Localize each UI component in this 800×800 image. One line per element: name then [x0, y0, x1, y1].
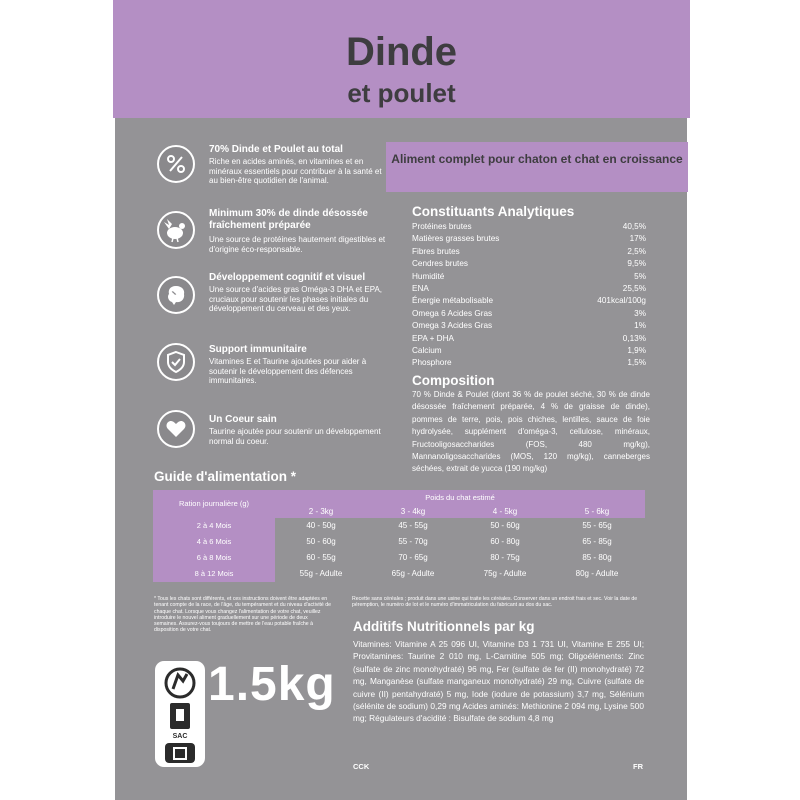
- benefit-title: 70% Dinde et Poulet au total: [209, 144, 343, 155]
- ration-cell: 85 - 80g: [582, 553, 612, 562]
- analytics-label: Protéines brutes: [412, 222, 472, 231]
- analytics-value: 9,5%: [627, 259, 646, 269]
- analytics-label: Humidité: [412, 271, 445, 281]
- analytics-row: [412, 258, 646, 270]
- ration-cell: 75g - Adulte: [483, 569, 527, 578]
- analytics-value: 25,5%: [622, 283, 646, 293]
- heart-icon: [157, 410, 195, 448]
- age-cell: 4 à 6 Mois: [153, 534, 275, 550]
- analytics-value: 1,9%: [627, 345, 646, 355]
- footer-country: FR: [633, 762, 643, 771]
- analytics-row: [412, 345, 646, 357]
- feeding-footnote: * Tous les chats sont différents, et ces instructions doivent être adaptées en tenant compte de la race, de l'âge, du tempérament et du niveau d'activité de chaque chat. Lorsque vous changez l'alimentation de votre chat, veuillez introduire le nouvel aliment graduellement sur une période de deux semaines. Assurez-vous toujours de mettre de l'eau potable fraîche à disposition de votre chat.: [154, 596, 332, 634]
- storage-footnote: Recette sans céréales ; produit dans une usine qui traite les céréales. Conserver dans un endroit frais et sec. Voir la date de péremption, le numéro de lot et le numéro d'immatriculation du fabricant au dos du sac.: [352, 596, 638, 609]
- weight-header: [275, 490, 645, 518]
- product-title: Dinde: [345, 30, 458, 74]
- benefit-text: Une source de protéines hautement digestibles et d'origine éco-responsable.: [209, 235, 386, 254]
- ration-cell: 65 - 85g: [582, 537, 612, 546]
- benefit-text: Riche en acides aminés, en vitamines et en minéraux essentiels pour contribuer à la santé et au bien-être quotidien de l'animal.: [209, 157, 382, 185]
- benefit-title: Minimum 30% de dinde désossée fraîchement préparée: [209, 208, 368, 231]
- benefit-text: Vitamines E et Taurine ajoutées pour aider à soutenir le développement des défences immunitaires.: [209, 357, 367, 385]
- ration-cell: 50 - 60g: [490, 521, 520, 530]
- weight-column-header: 2 - 3kg: [308, 507, 334, 516]
- additives-title: Additifs Nutritionnels par kg: [353, 619, 535, 634]
- analytics-row: [412, 246, 646, 258]
- ration-cell: 45 - 55g: [398, 521, 428, 530]
- ration-cell: 40 - 50g: [306, 521, 336, 530]
- analytics-label: Omega 3 Acides Gras: [412, 321, 493, 331]
- age-cell: 6 à 8 Mois: [153, 550, 275, 566]
- analytics-value: 5%: [634, 271, 646, 281]
- ration-cell: 60 - 80g: [490, 537, 520, 546]
- analytics-row: [412, 320, 646, 332]
- analytics-label: Calcium: [412, 345, 442, 355]
- analytics-value: 3%: [634, 308, 646, 318]
- analytics-row: [412, 295, 646, 307]
- analytics-label: EPA + DHA: [412, 333, 454, 343]
- composition-text: 70 % Dinde & Poulet (dont 36 % de poulet séché, 30 % de dinde désossée fraîchement préparée, 4 % de graisse de dinde), pommes de terre, pois, pois chiches, lentilles, sauce de foie hydrolysée, supplément d'oméga-3, cellulose, minéraux, Fructooligosaccharides (FOS, 480 mg/kg), Mannanoligosaccharides (MOS, 120 mg/kg), canneberges séchées, extrait de yucca (190 mg/kg): [412, 390, 650, 474]
- weight-column-header: 3 - 4kg: [400, 507, 426, 516]
- composition-title: Composition: [412, 373, 495, 388]
- ration-cell: 80 - 75g: [490, 553, 520, 562]
- footer-code: CCK: [353, 762, 370, 771]
- analytics-row: [412, 308, 646, 320]
- bag-icon: [170, 703, 190, 729]
- analytics-value: 401kcal/100g: [597, 296, 646, 306]
- ration-cell: 80g - Adulte: [575, 569, 619, 578]
- weight-caption: Poids du chat estimé: [425, 493, 495, 502]
- analytics-label: Phosphore: [412, 358, 452, 368]
- analytics-row: [412, 333, 646, 345]
- analytics-label: Énergie métabolisable: [412, 296, 494, 306]
- analytics-value: 40,5%: [622, 222, 646, 231]
- ration-cell: 55 - 65g: [582, 521, 612, 530]
- analytics-value: 17%: [629, 234, 646, 244]
- analytics-list: [412, 221, 646, 370]
- analytics-row: [412, 233, 646, 245]
- net-weight: 1.5kg: [208, 658, 336, 711]
- weight-column-header: 4 - 5kg: [492, 507, 518, 516]
- ration-cell: 65g - Adulte: [391, 569, 435, 578]
- analytics-value: 1,5%: [627, 358, 646, 368]
- analytics-value: 1%: [634, 321, 646, 331]
- analytics-value: 0,13%: [622, 333, 646, 343]
- feeding-table: [153, 490, 645, 582]
- ration-cell: 55g - Adulte: [299, 569, 343, 578]
- benefit-title: Un Coeur sain: [209, 414, 277, 425]
- benefit-title: Développement cognitif et visuel: [209, 272, 366, 283]
- tagline: Aliment complet pour chaton et chat en croissance: [386, 142, 688, 192]
- triman-icon: [166, 669, 194, 697]
- age-cell: 8 à 12 Mois: [153, 566, 275, 582]
- title-band: [113, 0, 690, 118]
- analytics-row: [412, 283, 646, 295]
- product-subtitle: et poulet: [347, 78, 456, 108]
- feeding-guide-title: Guide d'alimentation *: [154, 469, 296, 484]
- ration-header: Ration journalière (g): [153, 490, 275, 518]
- additives-text: Vitamines: Vitamine A 25 096 UI, Vitamine D3 1 731 UI, Vitamine E 255 UI; Provitamines: Taurine 2 010 mg, L-Carnitine 505 mg; Oligoéléments: Zinc (sulfate de zinc monohydraté) 96 mg, Fer (sulfate de fer (II) monohydraté) 72 mg, Manganèse (sulfate manganeux monohydraté) 29 mg, Cuivre (sulfate de cuivre (II) pentahydraté) 5 mg, Iode (iodure de potassium) 3,7 mg, Sélénium (sélénite de sodium) 0,29 mg Acides aminés: Methionine 2 094 mg, Lysine 500 mg; Régulateurs d'acidité : Bisulfate de sodium 4,8 mg: [353, 639, 644, 724]
- turkey-icon: [157, 211, 195, 249]
- age-cell: 2 à 4 Mois: [153, 518, 275, 534]
- ration-cell: 70 - 65g: [398, 553, 428, 562]
- analytics-row: [412, 271, 646, 283]
- analytics-label: Cendres brutes: [412, 259, 468, 269]
- benefit-title: Support immunitaire: [209, 344, 307, 355]
- analytics-row: [412, 221, 646, 233]
- analytics-title: Constituants Analytiques: [412, 204, 575, 219]
- ration-cell: 50 - 60g: [306, 537, 336, 546]
- ration-cell: 60 - 55g: [306, 553, 336, 562]
- analytics-label: Matières grasses brutes: [412, 234, 500, 244]
- analytics-label: Fibres brutes: [412, 246, 460, 256]
- bin-icon: [165, 743, 195, 763]
- analytics-value: 2,5%: [627, 246, 646, 256]
- ration-cell: 55 - 70g: [398, 537, 428, 546]
- shield-icon: [157, 343, 195, 381]
- analytics-label: ENA: [412, 283, 429, 293]
- benefit-text: Une source d'acides gras Oméga-3 DHA et EPA, cruciaux pour soutenir les phases initiales du développement du cerveau et des yeux.: [209, 285, 383, 313]
- analytics-label: Omega 6 Acides Gras: [412, 308, 493, 318]
- percent-icon: [157, 145, 195, 183]
- recycling-card: [155, 661, 205, 767]
- analytics-row: [412, 357, 646, 369]
- benefit-text: Taurine ajoutée pour soutenir un développement normal du coeur.: [209, 427, 381, 446]
- weight-column-header: 5 - 6kg: [584, 507, 610, 516]
- brain-icon: [157, 276, 195, 314]
- recycling-label: SAC: [172, 733, 188, 740]
